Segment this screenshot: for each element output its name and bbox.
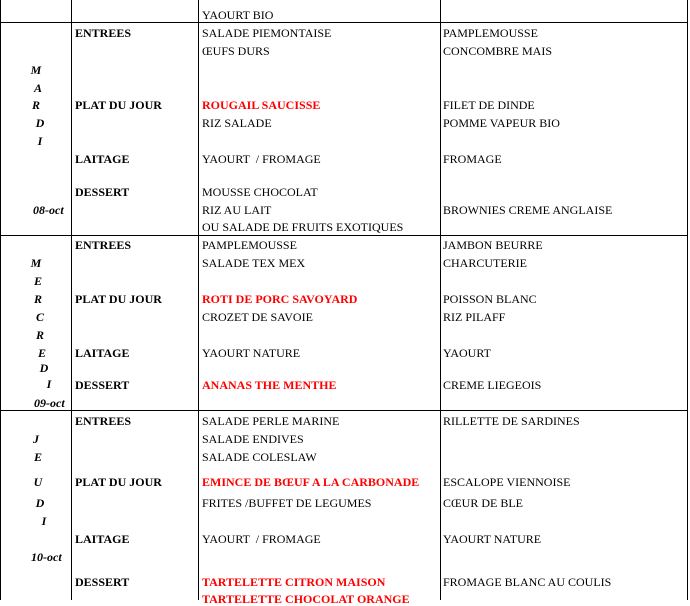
alt-item: FILET DE DINDE xyxy=(443,98,535,112)
alt-item: JAMBON BEURRE xyxy=(443,238,543,252)
menu-item-highlight: ROUGAIL SAUCISSE xyxy=(202,98,321,112)
day-letter: A xyxy=(33,81,42,95)
day-letter: M xyxy=(30,63,42,77)
alt-item: POMME VAPEUR BIO xyxy=(443,116,560,130)
grid-line-day-cat xyxy=(71,0,72,600)
alt-item: CŒUR DE BLE xyxy=(443,496,524,510)
alt-item: CREME LIEGEOIS xyxy=(443,378,542,392)
menu-item: ŒUFS DURS xyxy=(202,44,270,58)
menu-item: YAOURT / FROMAGE xyxy=(202,532,321,546)
day-letter: E xyxy=(33,450,42,464)
day-letter: D xyxy=(35,496,45,510)
category-laitage: LAITAGE xyxy=(75,346,130,360)
divider-mercredi xyxy=(0,235,688,236)
alt-item: FROMAGE xyxy=(443,152,502,166)
menu-item: PAMPLEMOUSSE xyxy=(202,238,297,252)
menu-item-highlight: ANANAS THE MENTHE xyxy=(202,378,337,392)
alt-item: POISSON BLANC xyxy=(443,292,537,306)
day-letter: E xyxy=(33,274,42,288)
menu-item-highlight: EMINCE DE BŒUF A LA CARBONADE xyxy=(202,475,420,489)
grid-line-menu-alt xyxy=(440,0,441,600)
top-item: YAOURT BIO xyxy=(202,8,274,22)
day-letter: I xyxy=(41,514,47,528)
menu-item: FRITES /BUFFET DE LEGUMES xyxy=(202,496,372,510)
menu-item-highlight: ROTI DE PORC SAVOYARD xyxy=(202,292,358,306)
day-letter: I xyxy=(37,134,43,148)
category-plat-du-jour: PLAT DU JOUR xyxy=(75,475,162,489)
menu-item-highlight: TARTELETTE CHOCOLAT ORANGE xyxy=(202,592,410,606)
category-dessert: DESSERT xyxy=(75,185,130,199)
day-letter: J xyxy=(33,432,39,446)
alt-item: FROMAGE BLANC AU COULIS xyxy=(443,575,612,589)
day-date: 08-oct xyxy=(33,203,64,217)
day-letter: D xyxy=(35,116,45,130)
menu-item: YAOURT / FROMAGE xyxy=(202,152,321,166)
day-letter: U xyxy=(33,475,43,489)
menu-item: SALADE TEX MEX xyxy=(202,256,306,270)
category-plat-du-jour: PLAT DU JOUR xyxy=(75,98,162,112)
menu-item: SALADE COLESLAW xyxy=(202,450,317,464)
day-date: 09-oct xyxy=(34,396,65,410)
menu-item: RIZ AU LAIT xyxy=(202,203,272,217)
alt-item: RILLETTE DE SARDINES xyxy=(443,414,580,428)
grid-line-left xyxy=(0,0,1,600)
menu-item: SALADE PERLE MARINE xyxy=(202,414,340,428)
category-entrees: ENTREES xyxy=(75,238,132,252)
divider-mardi xyxy=(0,22,688,23)
menu-item: YAOURT NATURE xyxy=(202,346,301,360)
menu-item-highlight: TARTELETTE CITRON MAISON xyxy=(202,575,386,589)
menu-item: RIZ SALADE xyxy=(202,116,272,130)
divider-jeudi xyxy=(0,410,688,411)
alt-item: RIZ PILAFF xyxy=(443,310,506,324)
category-laitage: LAITAGE xyxy=(75,152,130,166)
menu-item: MOUSSE CHOCOLAT xyxy=(202,185,318,199)
day-letter: D xyxy=(39,361,49,375)
alt-item: ESCALOPE VIENNOISE xyxy=(443,475,571,489)
alt-item: CONCOMBRE MAIS xyxy=(443,44,553,58)
alt-item: YAOURT xyxy=(443,346,491,360)
alt-item: PAMPLEMOUSSE xyxy=(443,26,538,40)
alt-item: YAOURT NATURE xyxy=(443,532,542,546)
category-plat-du-jour: PLAT DU JOUR xyxy=(75,292,162,306)
category-laitage: LAITAGE xyxy=(75,532,130,546)
day-date: 10-oct xyxy=(31,550,62,564)
category-entrees: ENTREES xyxy=(75,414,132,428)
alt-item: CHARCUTERIE xyxy=(443,256,527,270)
day-letter: M xyxy=(30,256,42,270)
menu-item: OU SALADE DE FRUITS EXOTIQUES xyxy=(202,220,404,234)
day-letter: R xyxy=(33,292,42,306)
grid-line-cat-menu xyxy=(198,0,199,600)
day-letter: C xyxy=(35,310,44,324)
grid-line-right xyxy=(687,0,688,600)
day-letter: R xyxy=(31,98,40,112)
day-letter: E xyxy=(37,346,46,360)
menu-item: SALADE PIEMONTAISE xyxy=(202,26,332,40)
category-dessert: DESSERT xyxy=(75,575,130,589)
day-letter: R xyxy=(35,328,44,342)
day-letter: I xyxy=(46,377,52,391)
alt-item: BROWNIES CREME ANGLAISE xyxy=(443,203,613,217)
category-entrees: ENTREES xyxy=(75,26,132,40)
menu-item: CROZET DE SAVOIE xyxy=(202,310,313,324)
category-dessert: DESSERT xyxy=(75,378,130,392)
menu-item: SALADE ENDIVES xyxy=(202,432,304,446)
